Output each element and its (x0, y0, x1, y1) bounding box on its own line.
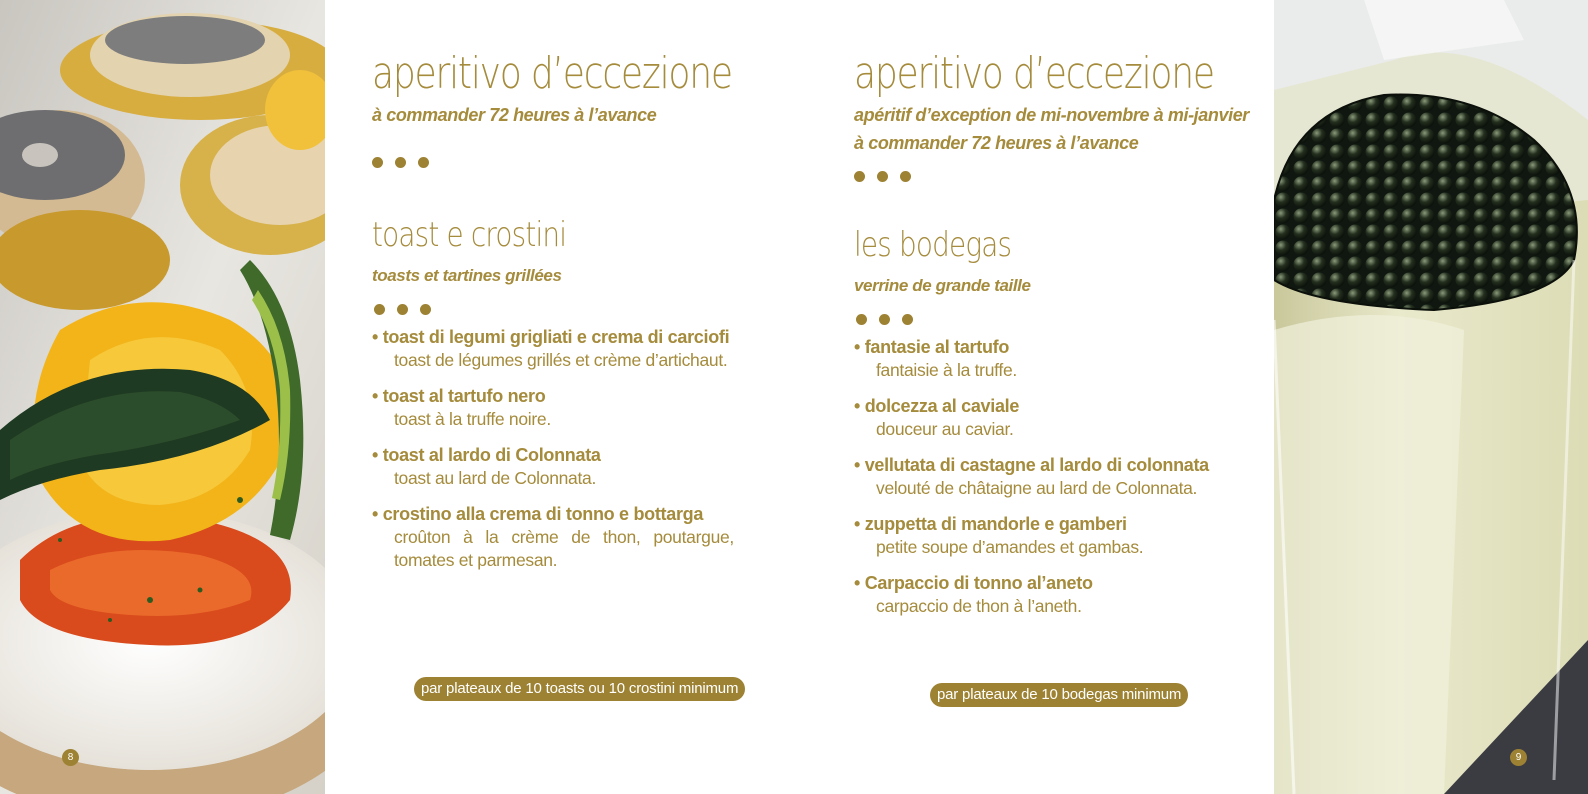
right-menu-list (854, 336, 1234, 631)
left-order-note: à commander 72 heures à l’avance (372, 105, 657, 125)
right-season-note: apéritif d’exception de mi-novembre à mi-janvier (854, 105, 1249, 125)
right-section-title: les bodegas (854, 225, 1012, 265)
caviar-verrine-illustration (1274, 0, 1588, 794)
left-dots-divider (372, 157, 429, 168)
caviar-verrine-photo (1274, 0, 1588, 794)
right-dots-divider (854, 171, 911, 182)
menu-item-italian: • vellutata di castagne al lardo di colonnata (854, 455, 1209, 475)
menu-item (854, 513, 1234, 559)
left-section-subtitle: toasts et tartines grillées (372, 266, 562, 285)
right-order-note: à commander 72 heures à l’avance (854, 133, 1139, 153)
menu-item-french: douceur au caviar. (876, 419, 1014, 439)
menu-item-french: petite soupe d’amandes et gambas. (876, 537, 1144, 557)
page-number-left: 8 (62, 749, 79, 766)
menu-item-italian: • toast al lardo di Colonnata (372, 445, 601, 465)
toast-photo (0, 0, 325, 794)
menu-item-italian: • toast al tartufo nero (372, 386, 546, 406)
menu-item-french: croûton à la crème de thon, poutargue, tomates et parmesan. (394, 527, 734, 570)
left-minimum-order-badge: par plateaux de 10 toasts ou 10 crostini minimum (414, 677, 745, 701)
menu-item-italian: • toast di legumi grigliati e crema di carciofi (372, 327, 730, 347)
menu-item-italian: • fantasie al tartufo (854, 337, 1010, 357)
menu-item-french: toast à la truffe noire. (394, 409, 551, 429)
menu-item (372, 385, 734, 431)
menu-item-french: toast de légumes grillés et crème d’artichaut. (394, 350, 728, 370)
menu-item-french: velouté de châtaigne au lard de Colonnata. (876, 478, 1198, 498)
menu-item (854, 572, 1234, 618)
menu-item-italian: • Carpaccio di tonno al’aneto (854, 573, 1093, 593)
menu-item-italian: • dolcezza al caviale (854, 396, 1020, 416)
menu-item (372, 503, 734, 572)
menu-item (854, 395, 1234, 441)
right-minimum-order-badge: par plateaux de 10 bodegas minimum (930, 683, 1188, 707)
left-dots-divider-2 (374, 304, 431, 315)
menu-item-italian: • zuppetta di mandorle e gamberi (854, 514, 1127, 534)
right-section-subtitle: verrine de grande taille (854, 276, 1031, 295)
menu-item (372, 444, 734, 490)
menu-item (854, 454, 1234, 500)
menu-item (854, 336, 1234, 382)
menu-item-french: carpaccio de thon à l’aneth. (876, 596, 1082, 616)
page-number-right: 9 (1510, 749, 1527, 766)
left-section-title: toast e crostini (372, 215, 567, 255)
menu-item-french: toast au lard de Colonnata. (394, 468, 597, 488)
left-menu-list (372, 326, 734, 585)
right-main-title: aperitivo d’eccezione (854, 48, 1214, 99)
menu-item-italian: • crostino alla crema di tonno e bottarga (372, 504, 704, 524)
left-main-title: aperitivo d’eccezione (372, 48, 732, 99)
toast-photo-illustration (0, 0, 325, 794)
right-dots-divider-2 (856, 314, 913, 325)
menu-item (372, 326, 734, 372)
menu-item-french: fantaisie à la truffe. (876, 360, 1017, 380)
